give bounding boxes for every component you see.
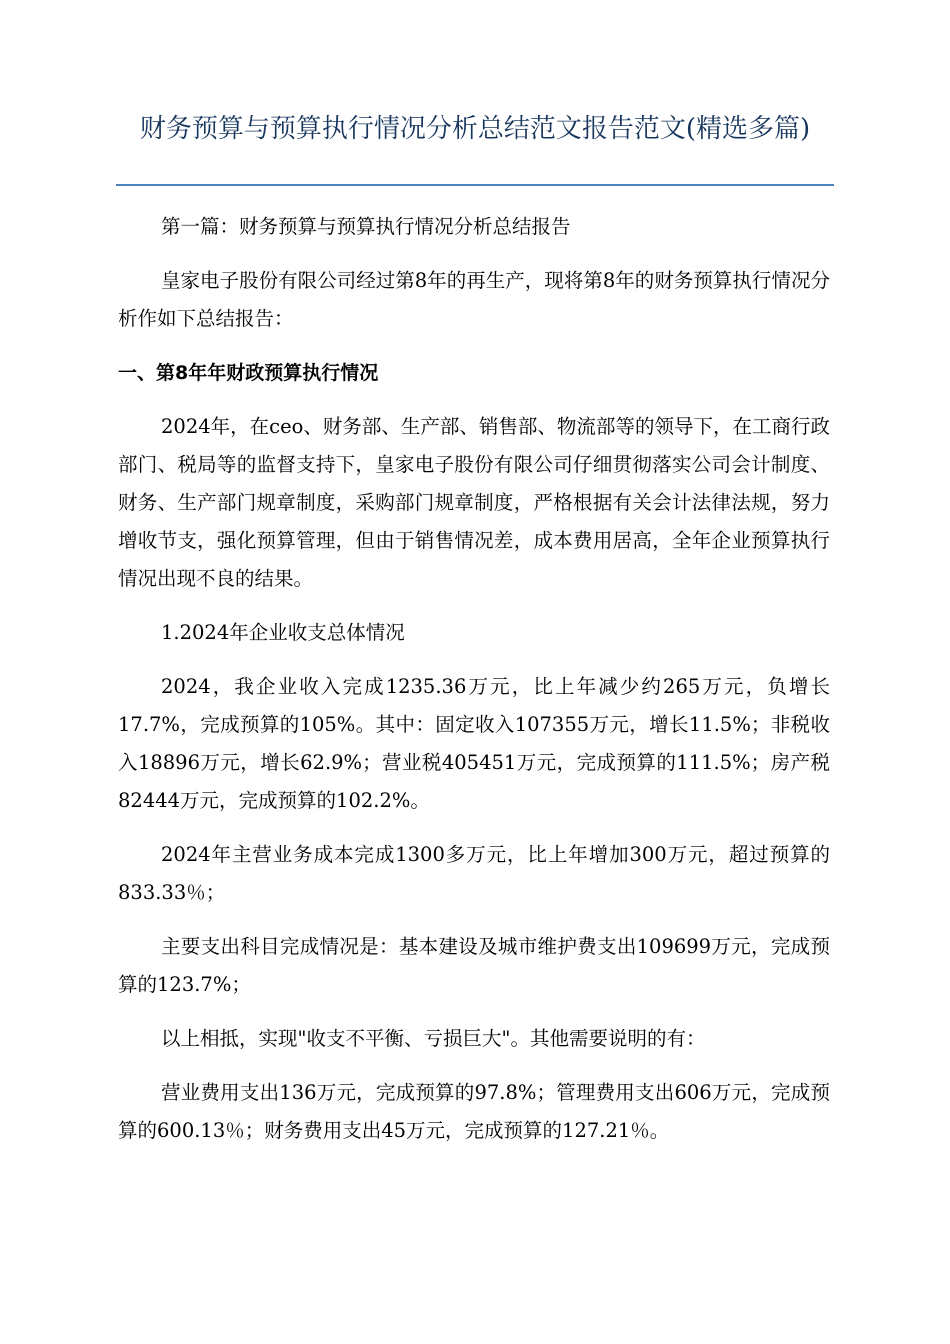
paragraph-expenditure: 主要支出科目完成情况是：基本建设及城市维护费支出109699万元，完成预算的123.7%； [118,935,830,996]
paragraph-intro: 皇家电子股份有限公司经过第8年的再生产，现将第8年的财务预算执行情况分析作如下总结报告： [118,269,830,330]
section-heading: 一、第8年年财政预算执行情况 [118,362,379,384]
document-body [118,208,830,1166]
document-title: 财务预算与预算执行情况分析总结范文报告范文(精选多篇) [139,114,811,144]
paragraph-balance: 以上相抵，实现"收支不平衡、亏损巨大"。其他需要说明的有： [161,1027,706,1050]
paragraph-overview: 2024年，在ceo、财务部、生产部、销售部、物流部等的领导下，在工商行政部门、税局等的监督支持下，皇家电子股份有限公司仔细贯彻落实公司会计制度、财务、生产部门规章制度，采购部门规章制度，严格根据有关会计法律法规，努力增收节支，强化预算管理，但由于销售情况差，成本费用居高，全年企业预算执行情况出现不良的结果。 [118,415,830,590]
paragraph-expenses: 营业费用支出136万元，完成预算的97.8%；管理费用支出606万元，完成预算的600.13％；财务费用支出45万元，完成预算的127.21％。 [118,1081,830,1142]
title-divider [116,184,834,186]
paragraph-subheading: 1.2024年企业收支总体情况 [161,621,405,644]
paragraph-cost: 2024年主营业务成本完成1300多万元，比上年增加300万元，超过预算的833.33％； [118,843,830,904]
paragraph-revenue: 2024，我企业收入完成1235.36万元，比上年减少约265万元，负增长17.7%，完成预算的105%。其中：固定收入107355万元，增长11.5%；非税收入18896万元，增长62.9%；营业税405451万元，完成预算的111.5%；房产税82444万元，完成预算的102.2%。 [118,675,830,812]
paragraph-subtitle: 第一篇：财务预算与预算执行情况分析总结报告 [161,215,571,238]
